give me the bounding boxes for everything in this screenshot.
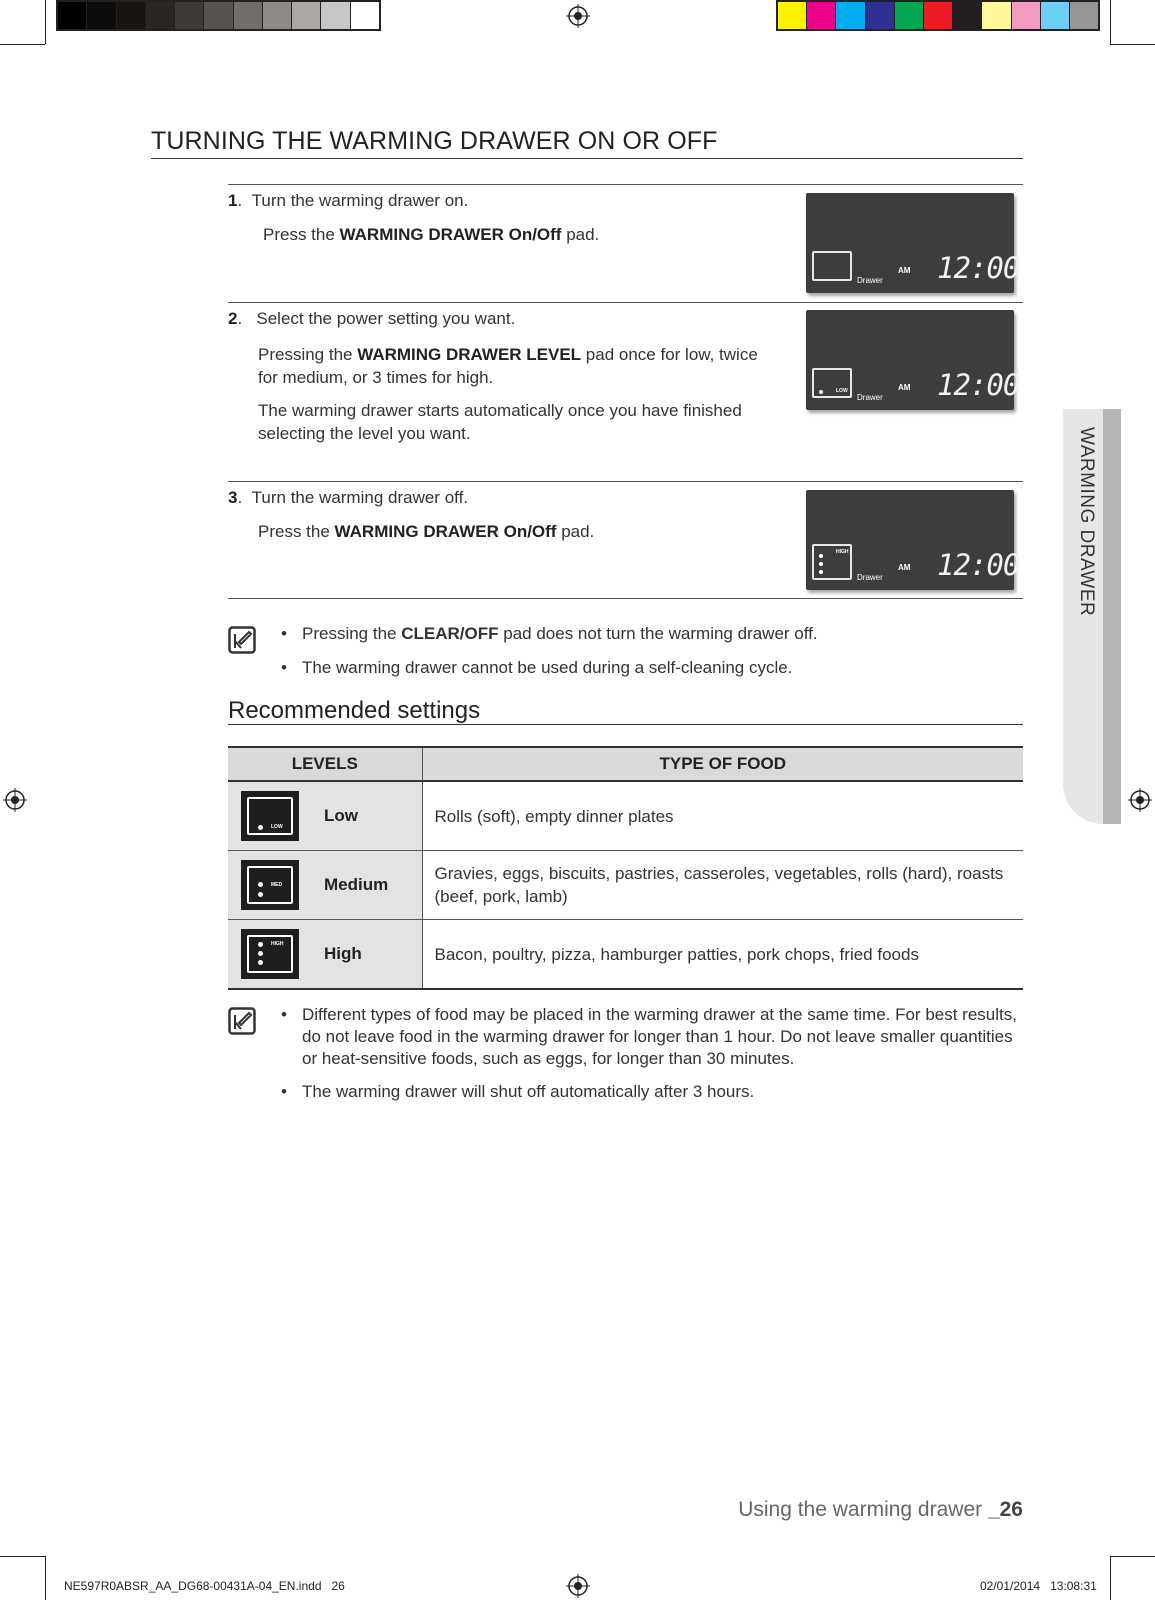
color-swatch <box>262 2 291 29</box>
color-swatch <box>1011 2 1040 29</box>
color-swatch <box>203 2 232 29</box>
level-name: Medium <box>312 851 422 920</box>
registration-mark-icon <box>566 4 590 28</box>
step-divider <box>228 481 1023 482</box>
step-3-instruction: Press the WARMING DRAWER On/Off pad. <box>258 522 595 541</box>
settings-table <box>228 746 1023 990</box>
high-level-icon: HIGH <box>241 929 299 979</box>
section-side-tab <box>1063 409 1121 824</box>
step-number: 3 <box>228 488 238 507</box>
table-header-food: TYPE OF FOOD <box>422 747 1023 781</box>
crop-mark <box>0 44 45 45</box>
color-swatch <box>145 2 174 29</box>
color-swatch <box>865 2 894 29</box>
cmyk-color-bar <box>776 0 1100 31</box>
clock-display: 12:00 <box>937 251 1020 285</box>
medium-level-icon: MED <box>241 860 299 910</box>
food-types: Bacon, poultry, pizza, hamburger patties, pork chops, fried foods <box>422 920 1023 990</box>
color-swatch <box>320 2 349 29</box>
level-icon-cell <box>228 920 312 990</box>
control-panel-display <box>806 310 1020 410</box>
step-3-heading: 3. Turn the warming drawer off. <box>228 488 469 507</box>
print-slug-file: NE597R0ABSR_AA_DG68-00431A-04_EN.indd 26 <box>64 1579 345 1593</box>
note-bullet: • Pressing the CLEAR/OFF pad does not turn the warming drawer off. <box>281 624 818 643</box>
color-swatch <box>291 2 320 29</box>
step-divider <box>228 302 1023 303</box>
color-swatch <box>1069 2 1098 29</box>
color-swatch <box>350 2 379 29</box>
control-panel-display <box>806 193 1020 293</box>
side-tab-label: WARMING DRAWER <box>1076 427 1097 617</box>
print-slug-date: 02/01/2014 13:08:31 <box>980 1579 1097 1593</box>
table-row <box>228 851 1023 920</box>
page-number: _26 <box>987 1498 1023 1521</box>
table-row <box>228 781 1023 851</box>
am-indicator: AM <box>898 563 911 572</box>
drawer-label: Drawer <box>857 276 883 285</box>
am-indicator: AM <box>898 266 911 275</box>
note-bullet: • Different types of food may be placed in the warming drawer at the same time. For best results, do not leave food in the warming drawer for longer than 1 hour. Do not leave smaller quantities or heat-sensitive foods, such as eggs, for longer than 30 minutes. <box>281 1005 1017 1068</box>
note-icon <box>228 626 256 654</box>
title-underline <box>151 158 1023 159</box>
step-divider <box>228 598 1023 599</box>
food-types: Gravies, eggs, biscuits, pastries, casseroles, vegetables, rolls (hard), roasts (beef, pork, lamb) <box>422 851 1023 920</box>
color-swatch <box>86 2 115 29</box>
low-level-icon: LOW <box>241 791 299 841</box>
table-header-levels: LEVELS <box>228 747 422 781</box>
am-indicator: AM <box>898 383 911 392</box>
color-swatch <box>116 2 145 29</box>
food-types: Rolls (soft), empty dinner plates <box>422 781 1023 851</box>
step-1-heading: 1. Turn the warming drawer on. <box>228 191 469 210</box>
color-swatch <box>952 2 981 29</box>
section-underline <box>228 724 1023 725</box>
color-swatch <box>894 2 923 29</box>
registration-mark-icon <box>3 788 27 812</box>
color-swatch <box>806 2 835 29</box>
step-divider <box>228 184 1023 185</box>
drawer-level-box: LOW <box>812 368 852 398</box>
step-2-heading: 2. Select the power setting you want. <box>228 309 516 328</box>
note-bullet: • The warming drawer will shut off automatically after 3 hours. <box>281 1082 755 1101</box>
color-swatch <box>58 2 86 29</box>
color-swatch <box>981 2 1010 29</box>
crop-mark <box>1110 0 1111 44</box>
clock-display: 12:00 <box>937 548 1020 582</box>
level-name: Low <box>312 781 422 851</box>
color-swatch <box>233 2 262 29</box>
clock-display: 12:00 <box>937 368 1020 402</box>
step-1-instruction: Press the WARMING DRAWER On/Off pad. <box>263 225 600 244</box>
crop-mark <box>1110 44 1155 45</box>
drawer-label: Drawer <box>857 393 883 402</box>
step-number: 2 <box>228 309 238 328</box>
color-swatch <box>778 2 806 29</box>
crop-mark <box>0 1556 45 1557</box>
crop-mark <box>45 0 46 44</box>
note-bullet: • The warming drawer cannot be used during a self-cleaning cycle. <box>281 658 793 677</box>
color-swatch <box>1040 2 1069 29</box>
color-swatch <box>835 2 864 29</box>
crop-mark <box>1110 1556 1111 1600</box>
page-footer: Using the warming drawer _26 <box>738 1498 1023 1521</box>
level-name: High <box>312 920 422 990</box>
note-icon <box>228 1007 256 1035</box>
step-2-instruction: Pressing the WARMING DRAWER LEVEL pad once for low, twice for medium, or 3 times for high. <box>258 345 758 387</box>
registration-mark-icon <box>566 1574 590 1598</box>
crop-mark <box>45 1556 46 1600</box>
level-icon-cell <box>228 781 312 851</box>
page-title: TURNING THE WARMING DRAWER ON OR OFF <box>151 127 718 155</box>
drawer-label: Drawer <box>857 573 883 582</box>
registration-mark-icon <box>1128 788 1152 812</box>
control-panel-display <box>806 490 1020 590</box>
color-swatch <box>923 2 952 29</box>
step-number: 1 <box>228 191 238 210</box>
grayscale-color-bar <box>56 0 381 31</box>
drawer-level-box <box>812 251 852 281</box>
color-swatch <box>174 2 203 29</box>
drawer-level-box: HIGH <box>812 544 852 580</box>
step-2-note: The warming drawer starts automatically once you have finished selecting the level you want. <box>258 401 742 443</box>
section-heading: Recommended settings <box>228 697 481 724</box>
crop-mark <box>1110 1556 1155 1557</box>
table-row <box>228 920 1023 990</box>
level-icon-cell <box>228 851 312 920</box>
